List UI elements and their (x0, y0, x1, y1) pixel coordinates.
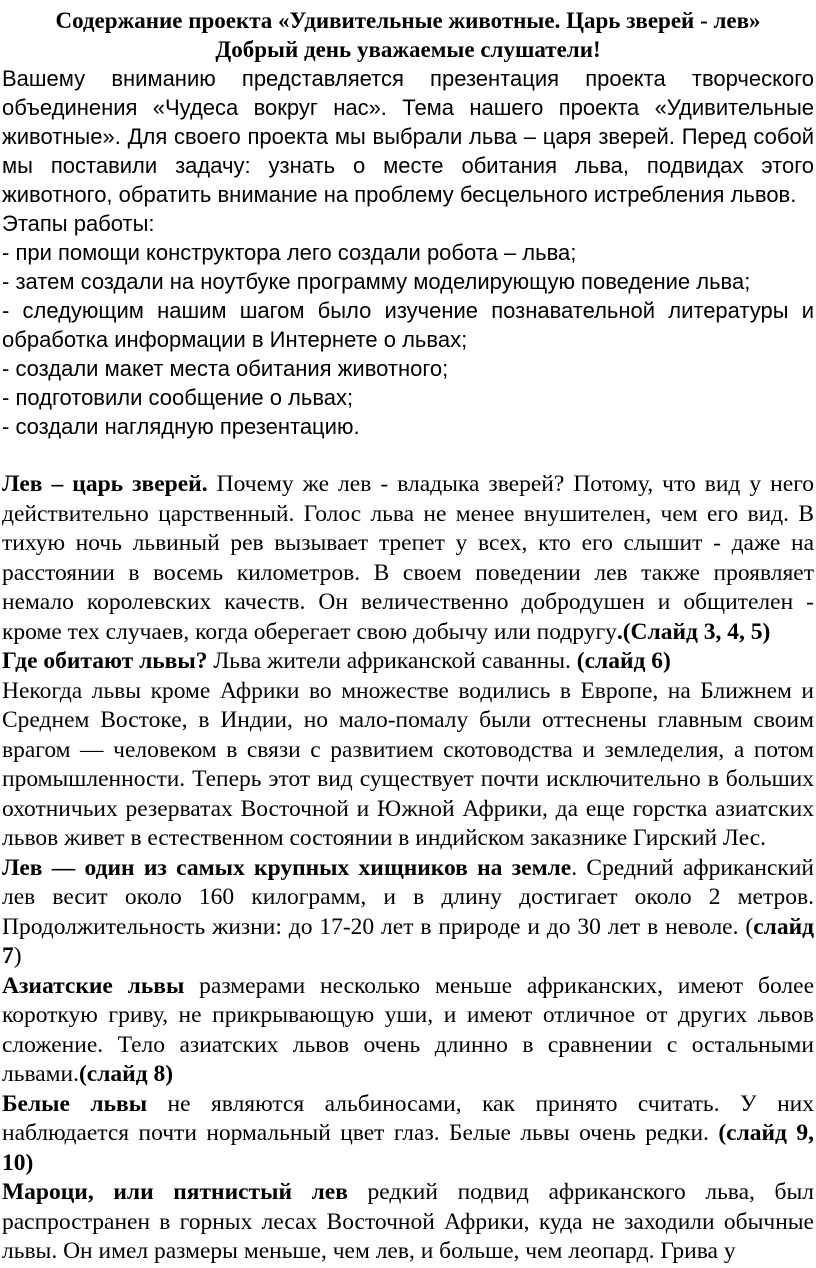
slide-reference: (слайд 8) (78, 1061, 174, 1087)
section-text: Льва жители африканской саванны. (207, 648, 577, 674)
section-heading: Азиатские львы (2, 972, 185, 999)
blank-line (2, 441, 814, 470)
section-text-tail: ) (13, 943, 22, 969)
section-white (2, 1090, 814, 1179)
greeting: Добрый день уважаемые слушатели! (215, 37, 601, 62)
section-asian (2, 972, 814, 1090)
section-predator (2, 854, 814, 972)
section-heading: Белые львы (2, 1090, 148, 1117)
section-marozi (2, 1178, 814, 1267)
slide-reference: (слайд 9, 10) (2, 1120, 814, 1176)
section-text: редкий подвид африканского льва, был распространен в горных лесах Восточной Африки, куда не заходили обычные львы. Он имел размеры меньше, чем лев, и больше, чем леопард. Грива у (2, 1179, 814, 1264)
intro-paragraph: Вашему вниманию представляется презентация проекта творческого объединения «Чудеса вокруг нас». Тема нашего проекта «Удивительные животные». Для своего проекта мы выбрали льва – царя зверей. Перед собой мы поставили задачу: узнать о месте обитания льва, подвидах этого животного, обратить внимание на проблему бесцельного истребления львов. (2, 66, 814, 207)
section-text: размерами несколько меньше африканских, имеют более короткую гриву, не прикрывающую уши, и имеют отличное от других львов сложение. Тело азиатских львов очень длинно в сравнении с остальными львами. (2, 972, 814, 1087)
slide-reference: (слайд 6) (576, 648, 671, 674)
stage-item: - следующим нашим шагом было изучение познавательной литературы и обработка информации в Интернете о львах; (2, 298, 814, 352)
stages-heading: Этапы работы: (2, 211, 155, 236)
section-text: не являются альбиносами, как принято считать. У них наблюдается почти нормальный цвет глаз. Белые львы очень редки. (2, 1090, 814, 1146)
stage-item: - создали наглядную презентацию. (2, 414, 360, 439)
stage-item: - при помощи конструктора лего создали робота – льва; (2, 240, 577, 265)
section-heading: Лев – царь зверей. (2, 471, 208, 497)
section-text: Почему же лев - владыка зверей? Потому, что вид у него действительно царственный. Голос льва не менее внушителен, чем его вид. В тихую ночь львиный рев вызывает трепет у всех, кто его слышит - даже на расстоянии в восемь километров. В своем поведении лев также проявляет немало королевских качеств. Он величественно добродушен и общителен - кроме тех случаев, когда оберегает свою добычу или подругу (2, 471, 814, 645)
stage-item: - затем создали на ноутбуке программу моделирующую поведение льва; (2, 269, 751, 294)
section-history: Некогда львы кроме Африки во множестве водились в Европе, на Ближнем и Среднем Востоке, в Индии, но мало-помалу были оттеснены главным своим врагом — человеком в связи с развитием скотоводства и земледелия, а потом промышленности. Теперь этот вид существует почти исключительно в больших охотничьих резерватах Восточной и Южной Африки, да еще горстка азиатских львов живет в естественном состоянии в индийском заказнике Гирский Лес. (2, 677, 814, 851)
section-text: . Средний африканский лев весит около 160 килограмм, и в длину достигает около 2 метров. Продолжительность жизни: до 17-20 лет в природе и до 30 лет в неволе. ( (2, 854, 814, 940)
section-heading: Лев — один из самых крупных хищников на земле (2, 854, 572, 881)
slide-reference: слайд 7 (2, 913, 814, 969)
section-heading: Мароци, или пятнистый лев (2, 1179, 348, 1205)
document-title: Содержание проекта «Удивительные животные. Царь зверей - лев» (55, 8, 761, 33)
section-king (2, 470, 814, 647)
section-heading: Где обитают львы? (2, 648, 208, 674)
slide-reference: .(Слайд 3, 4, 5) (616, 618, 771, 645)
stage-item: - создали макет места обитания животного; (2, 356, 449, 381)
section-habitat (2, 647, 814, 677)
stage-item: - подготовили сообщение о львах; (2, 385, 354, 410)
